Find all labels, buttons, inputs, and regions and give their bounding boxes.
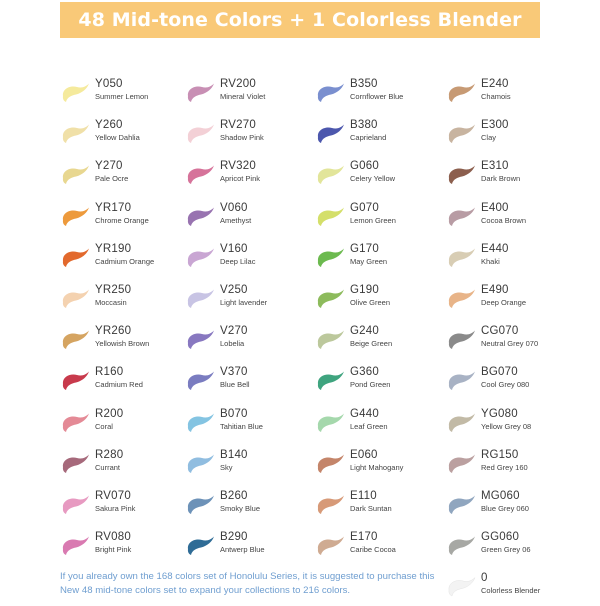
color-code: E490	[481, 284, 509, 296]
color-code: V060	[220, 201, 248, 214]
color-swatch	[446, 78, 576, 112]
color-code: E440	[481, 242, 509, 255]
color-swatch	[60, 284, 190, 318]
color-name: Antwerp Blue	[220, 545, 265, 555]
color-name: Light lavender	[220, 298, 268, 307]
brush-stroke-icon	[60, 123, 90, 145]
color-name: Cornflower Blue	[350, 92, 404, 101]
brush-stroke-icon	[315, 247, 345, 269]
color-swatch	[315, 490, 445, 524]
brush-stroke-icon	[446, 206, 476, 228]
color-swatch	[446, 325, 576, 359]
color-code: YR190	[95, 242, 132, 255]
brush-stroke-icon	[446, 329, 476, 351]
color-name: Deep Orange	[481, 298, 527, 307]
brush-stroke-icon	[446, 247, 476, 269]
color-swatch	[315, 531, 445, 565]
color-code: R160	[95, 366, 124, 379]
brush-stroke-icon	[446, 123, 476, 145]
brush-stroke-icon	[185, 412, 215, 434]
color-code: E170	[350, 531, 378, 544]
color-swatch	[446, 490, 576, 524]
color-swatch	[185, 408, 315, 442]
color-code: G440	[350, 407, 379, 420]
color-code: G190	[350, 284, 379, 296]
color-code: B290	[220, 531, 248, 544]
color-swatch	[446, 119, 576, 153]
color-swatch	[446, 449, 576, 483]
color-name: Cadmium Red	[95, 380, 143, 390]
brush-stroke-icon	[60, 412, 90, 434]
color-swatch	[315, 160, 445, 194]
color-code: V270	[220, 325, 248, 338]
color-swatch	[185, 325, 315, 359]
color-code: E310	[481, 160, 509, 173]
color-code: B380	[350, 119, 378, 132]
color-swatch	[446, 572, 576, 606]
color-name: Yellowish Brown	[95, 339, 150, 349]
color-swatch	[60, 160, 190, 194]
brush-stroke-icon	[185, 535, 215, 557]
color-name: Tahitian Blue	[220, 421, 263, 431]
color-name: Mineral Violet	[220, 92, 266, 101]
color-name: Caribe Cocoa	[350, 545, 396, 555]
color-swatch	[60, 119, 190, 153]
color-swatch	[446, 202, 576, 236]
brush-stroke-icon	[315, 164, 345, 186]
color-swatch	[315, 408, 445, 442]
color-swatch	[446, 284, 576, 318]
color-code: E240	[481, 78, 509, 90]
brush-stroke-icon	[60, 206, 90, 228]
color-swatch	[60, 531, 190, 565]
color-name: Coral	[95, 421, 113, 431]
color-code: RV200	[220, 78, 256, 90]
brush-stroke-icon	[60, 82, 90, 104]
brush-stroke-icon	[185, 329, 215, 351]
color-code: B070	[220, 407, 248, 420]
brush-stroke-icon	[446, 453, 476, 475]
color-name: Currant	[95, 462, 121, 472]
color-name: Summer Lemon	[95, 92, 149, 101]
brush-stroke-icon	[60, 535, 90, 557]
brush-stroke-icon	[446, 494, 476, 516]
color-code: MG060	[481, 490, 520, 502]
color-swatch	[315, 202, 445, 236]
color-name: Moccasin	[95, 298, 127, 307]
color-name: Chamois	[481, 92, 511, 101]
color-name: Cool Grey 080	[481, 380, 530, 390]
color-code: V250	[220, 284, 248, 296]
color-code: V370	[220, 366, 248, 379]
brush-stroke-icon	[185, 453, 215, 475]
color-code: RV070	[95, 490, 131, 502]
brush-stroke-icon	[60, 453, 90, 475]
brush-stroke-icon	[60, 329, 90, 351]
color-swatch	[60, 449, 190, 483]
color-code: BG070	[481, 366, 518, 379]
color-name: Yellow Grey 08	[481, 421, 532, 431]
color-name: May Green	[350, 256, 388, 266]
color-name: Sakura Pink	[95, 504, 136, 513]
color-code: G240	[350, 325, 379, 338]
brush-stroke-icon	[60, 247, 90, 269]
brush-stroke-icon	[446, 535, 476, 557]
color-name: Celery Yellow	[350, 174, 396, 184]
color-code: RG150	[481, 448, 519, 461]
brush-stroke-icon	[446, 82, 476, 104]
color-swatch	[185, 160, 315, 194]
color-name: Apricot Pink	[220, 174, 261, 184]
color-swatch	[185, 531, 315, 565]
brush-stroke-icon	[446, 164, 476, 186]
color-code: RV080	[95, 531, 131, 544]
color-swatch	[60, 78, 190, 112]
color-name: Colorless Blender	[481, 586, 541, 596]
color-name: Bright Pink	[95, 545, 132, 555]
color-code: G060	[350, 160, 379, 173]
color-name: Pond Green	[350, 380, 391, 390]
color-swatch	[185, 284, 315, 318]
color-code: YR170	[95, 201, 132, 214]
color-swatch	[315, 243, 445, 277]
brush-stroke-icon	[315, 288, 345, 310]
brush-stroke-icon	[185, 494, 215, 516]
color-code: R280	[95, 448, 124, 461]
brush-stroke-icon	[446, 370, 476, 392]
color-name: Smoky Blue	[220, 504, 261, 513]
color-swatch	[315, 449, 445, 483]
color-name: Dark Suntan	[350, 504, 392, 513]
color-code: Y260	[95, 119, 123, 132]
color-name: Lemon Green	[350, 215, 396, 225]
color-name: Cadmium Orange	[95, 256, 155, 266]
color-code: G170	[350, 242, 379, 255]
brush-stroke-icon	[315, 82, 345, 104]
color-code: YR250	[95, 284, 132, 296]
color-code: E300	[481, 119, 509, 132]
color-code: YR260	[95, 325, 132, 338]
brush-stroke-icon	[185, 288, 215, 310]
color-name: Clay	[481, 133, 497, 143]
brush-stroke-icon	[315, 453, 345, 475]
brush-stroke-icon	[446, 288, 476, 310]
color-name: Cocoa Brown	[481, 215, 527, 225]
color-swatch	[185, 366, 315, 400]
brush-stroke-icon	[60, 288, 90, 310]
brush-stroke-icon	[315, 370, 345, 392]
color-name: Caprieland	[350, 133, 387, 143]
color-name: Lobelia	[220, 339, 245, 349]
color-swatch	[315, 78, 445, 112]
color-name: Beige Green	[350, 339, 393, 349]
color-name: Green Grey 06	[481, 545, 531, 555]
color-code: G070	[350, 201, 379, 214]
color-swatch	[315, 119, 445, 153]
color-swatch	[60, 243, 190, 277]
color-swatch	[446, 408, 576, 442]
color-code: B260	[220, 490, 248, 502]
color-swatch	[185, 490, 315, 524]
brush-stroke-icon	[446, 576, 476, 598]
color-swatch	[60, 202, 190, 236]
color-code: R200	[95, 407, 124, 420]
brush-stroke-icon	[315, 206, 345, 228]
color-code: YG080	[481, 407, 518, 420]
color-swatch	[315, 366, 445, 400]
color-name: Amethyst	[220, 215, 252, 225]
color-swatch	[60, 490, 190, 524]
color-swatch	[60, 325, 190, 359]
brush-stroke-icon	[185, 370, 215, 392]
color-swatch	[185, 202, 315, 236]
color-swatch	[446, 160, 576, 194]
color-code: B350	[350, 78, 378, 90]
brush-stroke-icon	[315, 412, 345, 434]
color-name: Chrome Orange	[95, 215, 149, 225]
color-name: Blue Grey 060	[481, 504, 529, 513]
brush-stroke-icon	[185, 82, 215, 104]
brush-stroke-icon	[446, 412, 476, 434]
color-swatch	[185, 119, 315, 153]
brush-stroke-icon	[315, 123, 345, 145]
brush-stroke-icon	[60, 370, 90, 392]
color-name: Shadow Pink	[220, 133, 264, 143]
color-code: E110	[350, 490, 377, 502]
color-name: Yellow Dahlia	[95, 133, 140, 143]
color-name: Khaki	[481, 256, 500, 266]
brush-stroke-icon	[185, 206, 215, 228]
color-code: V160	[220, 242, 248, 255]
color-name: Leaf Green	[350, 421, 388, 431]
brush-stroke-icon	[315, 535, 345, 557]
color-code: GG060	[481, 531, 520, 544]
color-name: Sky	[220, 462, 233, 472]
color-swatch	[446, 531, 576, 565]
brush-stroke-icon	[185, 247, 215, 269]
color-name: Pale Ocre	[95, 174, 129, 184]
color-code: CG070	[481, 325, 519, 338]
footer-note: If you already own the 168 colors set of Honolulu Series, it is suggested to purchase this New 48 mid-tone colors set to expand your collections to 216 colors.	[60, 571, 435, 596]
brush-stroke-icon	[315, 494, 345, 516]
color-name: Light Mahogany	[350, 462, 404, 472]
color-code: RV270	[220, 119, 256, 132]
color-swatch	[185, 449, 315, 483]
color-code: 0	[481, 572, 488, 585]
color-code: E400	[481, 201, 509, 214]
color-name: Red Grey 160	[481, 462, 528, 472]
color-swatch	[185, 243, 315, 277]
color-code: RV320	[220, 160, 256, 173]
color-name: Blue Bell	[220, 380, 250, 390]
page-title: 48 Mid-tone Colors + 1 Colorless Blender	[78, 9, 522, 31]
color-code: E060	[350, 448, 378, 461]
color-swatch	[315, 325, 445, 359]
color-name: Neutral Grey 070	[481, 339, 539, 349]
color-swatch	[185, 78, 315, 112]
color-swatch	[60, 366, 190, 400]
color-name: Dark Brown	[481, 174, 521, 184]
brush-stroke-icon	[60, 164, 90, 186]
color-swatch	[446, 243, 576, 277]
color-swatch	[315, 284, 445, 318]
color-swatch	[446, 366, 576, 400]
brush-stroke-icon	[185, 164, 215, 186]
color-name: Deep Lilac	[220, 256, 256, 266]
brush-stroke-icon	[60, 494, 90, 516]
color-code: B140	[220, 448, 248, 461]
brush-stroke-icon	[315, 329, 345, 351]
color-code: Y050	[95, 78, 123, 90]
color-swatch	[60, 408, 190, 442]
brush-stroke-icon	[185, 123, 215, 145]
color-code: Y270	[95, 160, 123, 173]
color-code: G360	[350, 366, 379, 379]
color-name: Olive Green	[350, 298, 391, 307]
